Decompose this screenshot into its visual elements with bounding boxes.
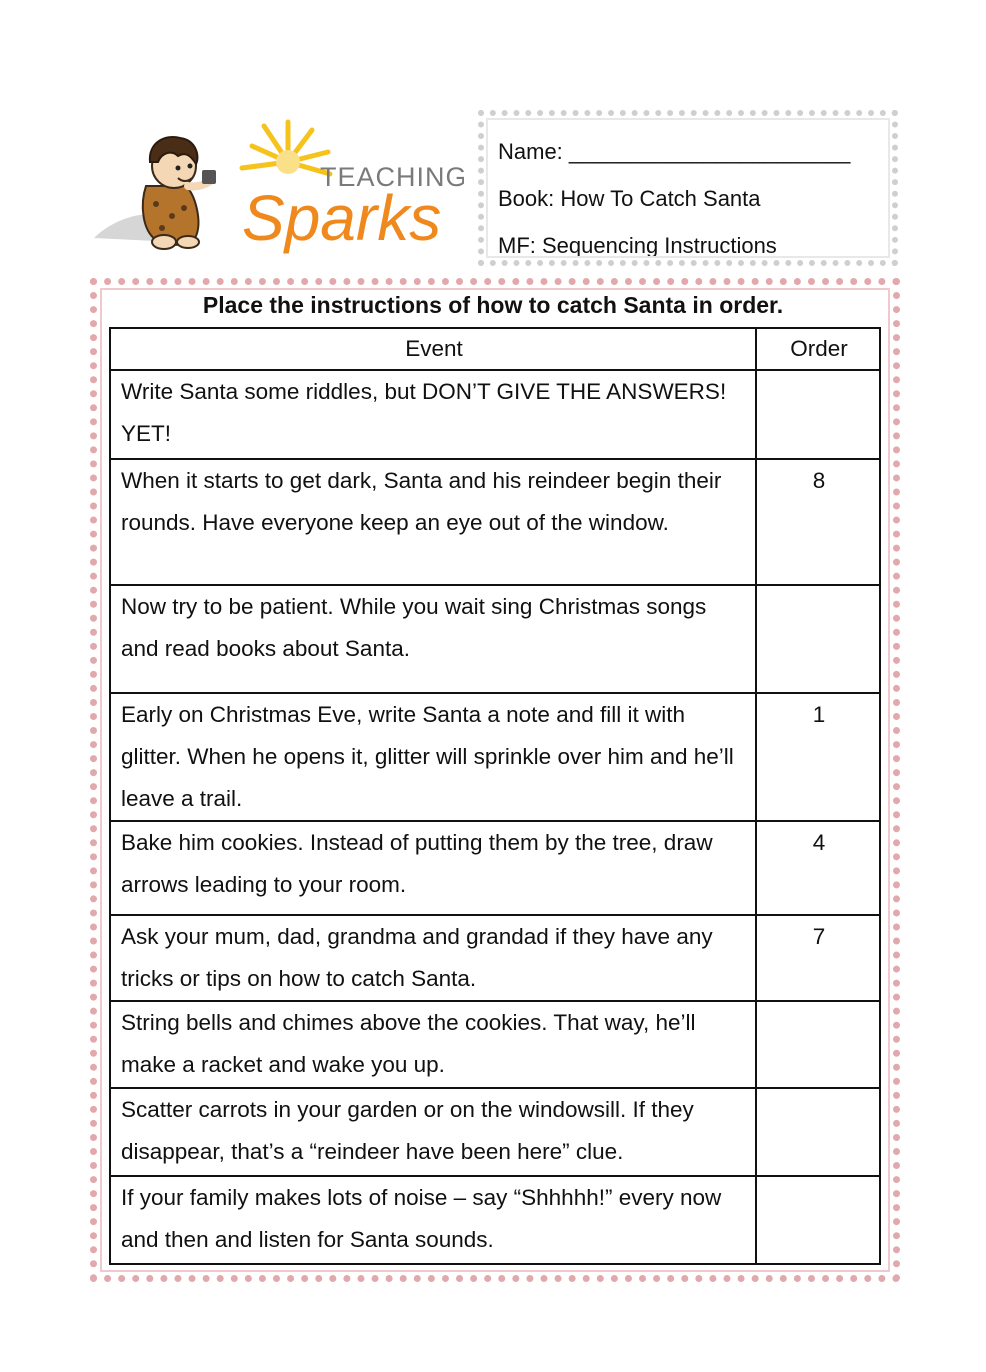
order-cell[interactable]: 1 xyxy=(756,693,880,821)
table-row xyxy=(110,915,880,1001)
table-row xyxy=(110,1176,880,1264)
name-line[interactable]: Name: _______________________ xyxy=(498,139,851,164)
table-row xyxy=(110,1001,880,1088)
student-info-box xyxy=(478,110,898,266)
table-row xyxy=(110,693,880,821)
order-cell[interactable] xyxy=(756,1001,880,1088)
event-cell: Ask your mum, dad, grandma and grandad if they have any tricks or tips on how to catch Santa. xyxy=(110,915,756,1001)
event-cell: Scatter carrots in your garden or on the windowsill. If they disappear, that’s a “reindeer have been here” clue. xyxy=(110,1088,756,1176)
event-cell: Early on Christmas Eve, write Santa a note and fill it with glitter. When he opens it, glitter will sprinkle over him and he’ll leave a trail. xyxy=(110,693,756,821)
logo-text-sparks: Sparks xyxy=(242,182,442,254)
task-title: Place the instructions of how to catch Santa in order. xyxy=(202,292,784,318)
order-cell[interactable] xyxy=(756,1176,880,1264)
order-cell[interactable]: 8 xyxy=(756,459,880,585)
order-cell[interactable]: 4 xyxy=(756,821,880,915)
sequencing-table xyxy=(109,327,881,1265)
order-cell[interactable] xyxy=(756,370,880,459)
logo-text-teaching: TEACHING xyxy=(320,162,464,192)
order-cell[interactable]: 7 xyxy=(756,915,880,1001)
order-cell[interactable] xyxy=(756,1088,880,1176)
event-cell: When it starts to get dark, Santa and his reindeer begin their rounds. Have everyone keep an eye out of the window. xyxy=(110,459,756,585)
event-cell: Now try to be patient. While you wait sing Christmas songs and read books about Santa. xyxy=(110,585,756,693)
column-header-order: Order xyxy=(756,328,880,370)
column-header-event: Event xyxy=(110,328,756,370)
order-cell[interactable] xyxy=(756,585,880,693)
table-row xyxy=(110,459,880,585)
table-row xyxy=(110,1088,880,1176)
table-row xyxy=(110,370,880,459)
book-line: Book: How To Catch Santa xyxy=(498,186,761,211)
event-cell: String bells and chimes above the cookies. That way, he’ll make a racket and wake you up. xyxy=(110,1001,756,1088)
event-cell: Write Santa some riddles, but DON’T GIVE THE ANSWERS! YET! xyxy=(110,370,756,459)
table-header-row xyxy=(110,328,880,370)
event-cell: If your family makes lots of noise – say “Shhhhh!” every now and then and listen for Santa sounds. xyxy=(110,1176,756,1264)
logo-graphic xyxy=(92,112,464,262)
event-cell: Bake him cookies. Instead of putting them by the tree, draw arrows leading to your room. xyxy=(110,821,756,915)
teaching-sparks-logo xyxy=(92,112,464,262)
table-row xyxy=(110,585,880,693)
caveman-mascot-icon xyxy=(143,137,216,249)
mf-line: MF: Sequencing Instructions xyxy=(498,233,777,258)
table-row xyxy=(110,821,880,915)
